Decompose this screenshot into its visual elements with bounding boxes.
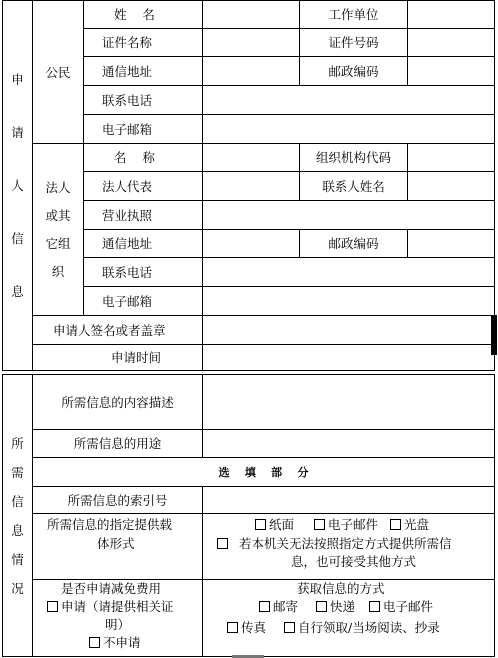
fee-apply-label: 申请（请提供相关证 <box>61 599 174 614</box>
legal-email-field[interactable] <box>202 286 495 316</box>
index-label <box>32 486 203 514</box>
citizen-address-text: 通信地址 <box>102 63 153 79</box>
paper-checkbox[interactable] <box>255 519 266 530</box>
time-text: 申请时间 <box>111 350 162 365</box>
delivery-row-2 <box>213 620 494 635</box>
optional-section-header <box>32 457 495 487</box>
signature-text: 申请人签名或者盖章 <box>53 322 166 338</box>
legal-phone-label <box>83 257 203 287</box>
citizen-id-number-text: 证件号码 <box>328 35 379 50</box>
legal-contact-label <box>299 171 408 201</box>
citizen-email-label <box>83 114 203 144</box>
purpose-label <box>32 429 203 458</box>
legal-email-text: 电子邮箱 <box>102 293 153 309</box>
citizen-name-field[interactable] <box>202 0 300 29</box>
email-option-label: 电子邮件 <box>328 517 379 532</box>
legal-group-line: 织 <box>51 264 65 279</box>
self-collect-checkbox[interactable] <box>284 622 295 633</box>
legal-license-label <box>83 200 203 230</box>
fallback-text-line: 息，也可接受其他方式 <box>291 554 417 569</box>
index-text: 所需信息的索引号 <box>67 492 168 508</box>
legal-rep-label <box>83 171 203 201</box>
time-label <box>32 344 203 371</box>
disc-option-label: 光盘 <box>404 517 430 532</box>
mail-option-label: 邮寄 <box>273 599 299 614</box>
citizen-group-text: 公民 <box>45 64 71 80</box>
delivery-title: 获取信息的方式 <box>297 581 385 596</box>
info-section-label <box>2 374 33 657</box>
legal-name-label <box>83 143 203 172</box>
description-field[interactable] <box>202 374 495 430</box>
fallback-checkbox[interactable] <box>217 538 228 549</box>
fax-checkbox[interactable] <box>227 622 238 633</box>
legal-group-line: 法人 <box>45 180 71 195</box>
signature-label <box>32 315 203 345</box>
fee-apply-row <box>47 599 202 614</box>
fee-apply-checkbox[interactable] <box>47 601 58 612</box>
email-delivery-option-label: 电子邮件 <box>383 599 434 614</box>
delivery-row-1 <box>213 599 494 614</box>
citizen-id-type-text: 证件名称 <box>102 35 153 50</box>
info-section-char: 信 <box>11 493 24 509</box>
citizen-address-label <box>83 56 203 86</box>
legal-license-field[interactable] <box>202 200 495 230</box>
legal-license-text: 营业执照 <box>102 207 153 223</box>
legal-name-field[interactable] <box>202 143 300 172</box>
optional-section-text: 选 填 部 分 <box>218 465 309 479</box>
citizen-name-text: 姓 名 <box>114 7 155 22</box>
legal-postcode-text: 邮政编码 <box>328 236 379 251</box>
applicant-section-char: 信 <box>11 231 24 246</box>
legal-org-code-label <box>299 143 408 172</box>
citizen-phone-label <box>83 85 203 115</box>
legal-group-line: 或其 <box>45 208 71 223</box>
description-label <box>32 374 203 430</box>
legal-contact-field[interactable] <box>407 171 495 201</box>
citizen-name-label <box>83 0 203 29</box>
legal-phone-text: 联系电话 <box>102 264 153 280</box>
legal-org-code-field[interactable] <box>407 143 495 172</box>
fallback-row <box>217 536 494 551</box>
purpose-text: 所需信息的用途 <box>73 436 162 451</box>
legal-email-label <box>83 286 203 316</box>
applicant-section-char: 息 <box>11 284 24 299</box>
fee-none-checkbox[interactable] <box>89 637 100 648</box>
format-options <box>202 513 495 580</box>
legal-rep-field[interactable] <box>202 171 300 201</box>
format-options-row <box>217 517 494 532</box>
disc-checkbox[interactable] <box>390 519 401 530</box>
fallback-text-line: 若本机关无法按照指定方式提供所需信 <box>238 536 452 551</box>
applicant-section-char: 请 <box>11 125 24 140</box>
citizen-id-number-field[interactable] <box>407 28 495 57</box>
delivery-section <box>202 579 495 657</box>
format-label <box>32 513 203 580</box>
legal-phone-field[interactable] <box>202 257 495 287</box>
fee-none-row <box>47 635 202 650</box>
purpose-field[interactable] <box>202 429 495 458</box>
fee-title: 是否申请减免费用 <box>61 581 162 596</box>
paper-option-label: 纸面 <box>269 517 295 532</box>
mail-checkbox[interactable] <box>259 601 270 612</box>
index-field[interactable] <box>202 486 495 514</box>
citizen-id-type-label <box>83 28 203 57</box>
fee-section <box>32 579 203 657</box>
email-checkbox[interactable] <box>314 519 325 530</box>
legal-group-label <box>32 143 84 316</box>
courier-checkbox[interactable] <box>316 601 327 612</box>
scrollbar-thumb[interactable] <box>491 315 497 355</box>
signature-field[interactable] <box>202 315 495 345</box>
legal-address-label <box>83 229 203 258</box>
citizen-id-number-label <box>299 28 408 57</box>
info-section-char: 息 <box>11 522 24 538</box>
citizen-postcode-field[interactable] <box>407 56 495 86</box>
email-delivery-checkbox[interactable] <box>369 601 380 612</box>
applicant-section-label <box>2 0 33 371</box>
fax-option-label: 传真 <box>241 620 267 635</box>
citizen-email-field[interactable] <box>202 114 495 144</box>
info-section-char: 况 <box>11 580 24 596</box>
citizen-postcode-text: 邮政编码 <box>328 63 379 79</box>
courier-option-label: 快递 <box>330 599 356 614</box>
legal-postcode-label <box>299 229 408 258</box>
citizen-work-unit-field[interactable] <box>407 0 495 29</box>
info-section-char: 所 <box>11 435 24 451</box>
legal-postcode-field[interactable] <box>407 229 495 258</box>
applicant-section-char: 申 <box>11 72 24 87</box>
applicant-section-char: 人 <box>11 178 24 193</box>
citizen-address-field[interactable] <box>202 56 300 86</box>
info-section-char: 情 <box>11 551 24 567</box>
info-section-char: 需 <box>11 464 24 480</box>
self-collect-option-label: 自行领取/当场阅读、抄录 <box>298 620 440 635</box>
citizen-email-text: 电子邮箱 <box>102 121 153 137</box>
citizen-id-type-field[interactable] <box>202 28 300 57</box>
citizen-phone-text: 联系电话 <box>102 92 153 108</box>
description-text: 所需信息的内容描述 <box>61 394 174 410</box>
citizen-postcode-label <box>299 56 408 86</box>
legal-rep-text: 法人代表 <box>102 178 153 194</box>
time-field[interactable] <box>202 344 495 371</box>
legal-address-text: 通信地址 <box>102 236 153 251</box>
legal-org-code-text: 组织机构代码 <box>315 150 391 165</box>
format-label-line: 所需信息的指定提供载 <box>47 517 173 532</box>
legal-name-text: 名 称 <box>114 150 155 165</box>
legal-address-field[interactable] <box>202 229 300 258</box>
legal-contact-text: 联系人姓名 <box>322 178 385 194</box>
fee-apply-label-cont: 明） <box>105 617 131 632</box>
format-label-line: 体形式 <box>97 536 135 551</box>
citizen-work-unit-text: 工作单位 <box>328 7 379 22</box>
legal-group-line: 它组 <box>45 236 71 251</box>
citizen-phone-field[interactable] <box>202 85 495 115</box>
fee-none-label: 不申请 <box>103 635 141 650</box>
citizen-group-label <box>32 0 84 144</box>
citizen-work-unit-label <box>299 0 408 29</box>
